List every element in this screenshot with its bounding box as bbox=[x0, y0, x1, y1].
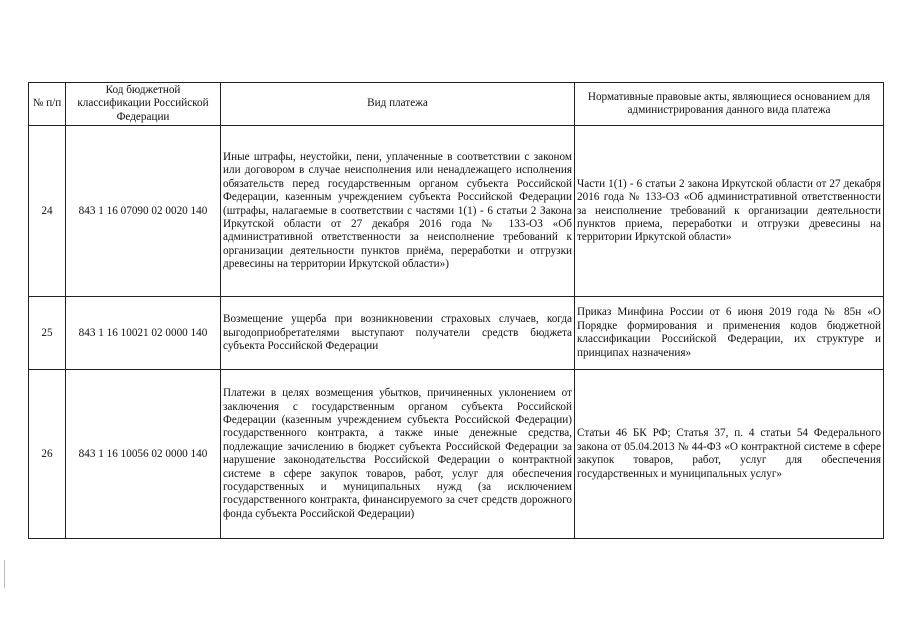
row-payment-type-text: Платежи в целях возмещения убытков, причиненных уклонением от заключения с государственным органом субъекта Российской Федерации (казенным учреждением субъекта Российской Федерации) государственного контракта, а также иные денежные средства, подлежащие зачислению в бюджет субъекта Российской Федерации за нарушение законодательства Российской Федерации о контрактной системе в сфере закупок товаров, работ, услуг для обеспечения государственных и муниципальных нужд (за исключением государственного контракта, финансируемого за счет средств дорожного фонда субъекта Российской Федерации) bbox=[223, 387, 572, 520]
row-payment-type-text: Иные штрафы, неустойки, пени, уплаченные в соответствии с законом или договором в случае неисполнения или ненадлежащего исполнения обязательств перед государственным органом субъекта Российской Федерации, казенным учреждением субъекта Российской Федерации (штрафы, налагаемые в соответствии с частями 1(1) - 6 статьи 2 Закона Иркутской области от 27 декабря 2016 года № 133-ОЗ «Об административной ответственности за неисполнение требований к организации деятельности пунктов приёма, переработки и отгрузки древесины на территории Иркутской области») bbox=[223, 150, 572, 271]
row-payment-type bbox=[221, 297, 575, 370]
header-code: Код бюджетной классификации Российской Федерации bbox=[66, 83, 221, 126]
row-budget-code: 843 1 16 10021 02 0000 140 bbox=[66, 297, 221, 370]
header-acts: Нормативные правовые акты, являющиеся основанием для администрирования данного вида платежа bbox=[575, 83, 884, 126]
row-budget-code: 843 1 16 10056 02 0000 140 bbox=[66, 370, 221, 539]
table-header-row bbox=[29, 83, 884, 126]
table-row bbox=[29, 126, 884, 297]
row-budget-code: 843 1 16 07090 02 0020 140 bbox=[66, 126, 221, 297]
row-legal-acts-text: Приказ Минфина России от 6 июня 2019 года № 85н «О Порядке формирования и применения кодов бюджетной классификации Российской Федерации, их структуре и принципах назначения» bbox=[577, 306, 881, 359]
row-legal-acts bbox=[575, 297, 884, 370]
scan-margin-mark bbox=[4, 560, 5, 588]
row-payment-type bbox=[221, 126, 575, 297]
row-legal-acts bbox=[575, 370, 884, 539]
row-legal-acts-text: Статьи 46 БК РФ; Статья 37, п. 4 статьи 54 Федерального закона от 05.04.2013 № 44-ФЗ «О контрактной системе в сфере закупок товаров, работ, услуг для обеспечения государственных и муниципальных услуг» bbox=[577, 427, 881, 480]
row-number: 24 bbox=[29, 126, 66, 297]
row-legal-acts bbox=[575, 126, 884, 297]
table-row bbox=[29, 297, 884, 370]
row-number: 25 bbox=[29, 297, 66, 370]
row-number: 26 bbox=[29, 370, 66, 539]
header-num: № п/п bbox=[29, 83, 66, 126]
row-payment-type bbox=[221, 370, 575, 539]
table-row bbox=[29, 370, 884, 539]
revenue-codes-table bbox=[28, 82, 884, 539]
header-type: Вид платежа bbox=[221, 83, 575, 126]
row-legal-acts-text: Части 1(1) - 6 статьи 2 закона Иркутской области от 27 декабря 2016 года № 133-ОЗ «Об административной ответственности за неисполнение требований к организации деятельности пунктов приема, переработки и отгрузки древесины на территории Иркутской области» bbox=[577, 177, 881, 244]
row-payment-type-text: Возмещение ущерба при возникновении страховых случаев, когда выгодоприобретателями выступают получатели средств бюджета субъекта Российской Федерации bbox=[223, 313, 572, 352]
